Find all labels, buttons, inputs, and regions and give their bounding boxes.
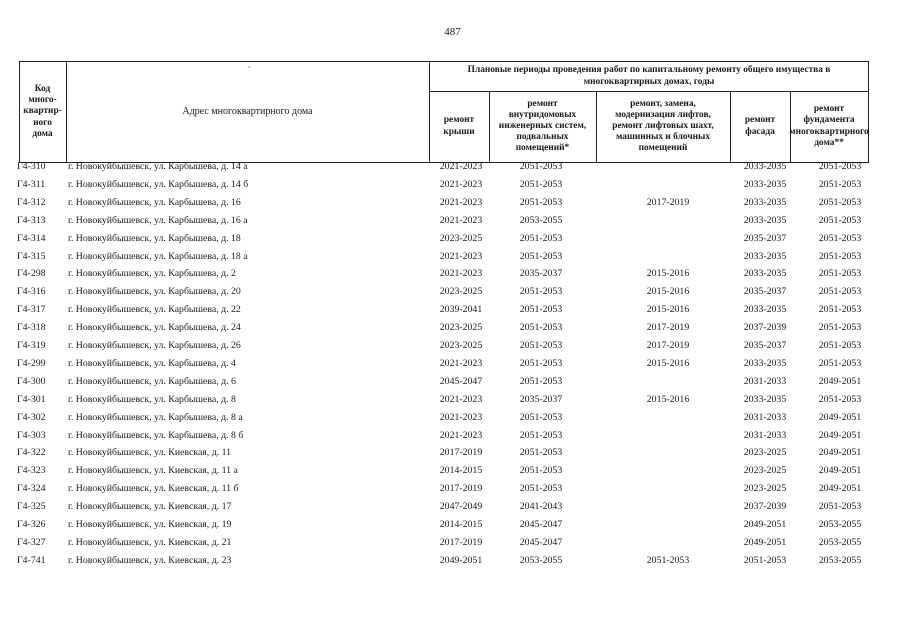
header-lifts: ремонт, замена, модернизация лифтов, ремонт лифтовых шахт, машинных и блочных помещений xyxy=(612,98,714,154)
cell-engineering: 2051-2053 xyxy=(519,340,563,351)
cell-code: Г4-315 xyxy=(17,250,46,262)
cell-address: г. Новокуйбышевск, ул. Карбышева, д. 14 а xyxy=(68,161,248,172)
cell-address: г. Новокуйбышевск, ул. Карбышева, д. 8 б xyxy=(68,429,244,441)
cell-facade: 2037-2039 xyxy=(743,322,787,334)
cell-facade: 2023-2025 xyxy=(743,465,787,477)
cell-roof: 2021-2023 xyxy=(439,393,483,405)
cell-facade: 2033-2035 xyxy=(743,268,787,280)
cell-lifts: 2015-2016 xyxy=(646,393,690,405)
cell-facade: 2033-2035 xyxy=(743,196,787,208)
header-foundation: ремонт фундамента многоквартирного дома** xyxy=(789,104,869,148)
cell-code: Г4-317 xyxy=(17,304,46,316)
cell-address: г. Новокуйбышевск, ул. Карбышева, д. 24 xyxy=(68,322,241,334)
cell-engineering: 2051-2053 xyxy=(519,161,563,172)
cell-address: г. Новокуйбышевск, ул. Карбышева, д. 4 xyxy=(68,357,236,369)
header-roof: ремонт крыши xyxy=(443,115,475,137)
cell-facade: 2051-2053 xyxy=(743,554,787,566)
cell-lifts: 2015-2016 xyxy=(646,286,690,298)
page-number: 487 xyxy=(444,26,461,38)
cell-code: Г4-316 xyxy=(17,286,46,298)
cell-code: Г4-327 xyxy=(17,536,46,548)
cell-code: Г4-300 xyxy=(17,375,46,387)
cell-engineering: 2051-2053 xyxy=(519,447,563,459)
cell-address: г. Новокуйбышевск, ул. Карбышева, д. 16 xyxy=(68,196,241,208)
cell-facade: 2033-2035 xyxy=(743,393,787,405)
cell-engineering: 2051-2053 xyxy=(519,286,563,298)
cell-address: г. Новокуйбышевск, ул. Киевская, д. 17 xyxy=(68,501,232,513)
cell-code: Г4-302 xyxy=(17,411,46,423)
cell-foundation: 2051-2053 xyxy=(818,501,862,513)
table-row xyxy=(0,161,905,179)
table-row xyxy=(0,179,905,197)
cell-roof: 2023-2025 xyxy=(439,232,483,244)
cell-facade: 2049-2051 xyxy=(743,536,787,548)
cell-foundation: 2051-2053 xyxy=(818,161,862,172)
cell-engineering: 2041-2043 xyxy=(519,501,563,513)
header-periods: Плановые периоды проведения работ по капитальному ремонту общего имущества в многоквартирных домах, годы xyxy=(467,65,831,87)
cell-roof: 2014-2015 xyxy=(439,519,483,530)
cell-code: Г4-314 xyxy=(17,232,46,244)
cell-engineering: 2051-2053 xyxy=(519,178,563,190)
cell-address: г. Новокуйбышевск, ул. Киевская, д. 21 xyxy=(68,536,232,548)
cell-foundation: 2051-2053 xyxy=(818,196,862,208)
header-engineering: ремонт внутридомовых инженерных систем, подвальных помещений* xyxy=(498,98,587,154)
cell-foundation: 2051-2053 xyxy=(818,178,862,190)
cell-address: г. Новокуйбышевск, ул. Карбышева, д. 22 xyxy=(68,304,241,316)
cell-facade: 2023-2025 xyxy=(743,447,787,459)
cell-lifts: 2015-2016 xyxy=(646,268,690,280)
cell-engineering: 2053-2055 xyxy=(519,554,563,566)
cell-engineering: 2051-2053 xyxy=(519,411,563,423)
cell-roof: 2021-2023 xyxy=(439,161,483,172)
cell-engineering: 2035-2037 xyxy=(519,268,563,280)
cell-address: г. Новокуйбышевск, ул. Карбышева, д. 6 xyxy=(68,375,236,387)
table-row xyxy=(0,215,905,233)
cell-facade: 2031-2033 xyxy=(743,375,787,387)
cell-roof: 2047-2049 xyxy=(439,501,483,513)
table-row xyxy=(0,430,905,448)
cell-facade: 2023-2025 xyxy=(743,483,787,495)
cell-facade: 2033-2035 xyxy=(743,304,787,316)
cell-address: г. Новокуйбышевск, ул. Карбышева, д. 8 а xyxy=(68,411,243,423)
header-dot: · xyxy=(247,63,251,74)
cell-roof: 2021-2023 xyxy=(439,411,483,423)
cell-facade: 2035-2037 xyxy=(743,286,787,298)
cell-address: г. Новокуйбышевск, ул. Карбышева, д. 18 а xyxy=(68,250,248,262)
cell-foundation: 2049-2051 xyxy=(818,429,862,441)
cell-foundation: 2049-2051 xyxy=(818,375,862,387)
table-row xyxy=(0,340,905,358)
table-row xyxy=(0,322,905,340)
cell-facade: 2031-2033 xyxy=(743,429,787,441)
cell-code: Г4-323 xyxy=(17,465,46,477)
cell-roof: 2021-2023 xyxy=(439,250,483,262)
table-row xyxy=(0,268,905,286)
cell-code: Г4-301 xyxy=(17,393,46,405)
cell-foundation: 2053-2055 xyxy=(818,554,862,566)
table-row xyxy=(0,465,905,483)
cell-roof: 2039-2041 xyxy=(439,304,483,316)
cell-roof: 2023-2025 xyxy=(439,340,483,351)
cell-engineering: 2035-2037 xyxy=(519,393,563,405)
cell-engineering: 2051-2053 xyxy=(519,465,563,477)
cell-code: Г4-299 xyxy=(17,357,46,369)
cell-code: Г4-741 xyxy=(17,554,46,566)
cell-engineering: 2051-2053 xyxy=(519,322,563,334)
table-row xyxy=(0,412,905,430)
header-facade: ремонт фасада xyxy=(744,115,776,137)
cell-roof: 2021-2023 xyxy=(439,429,483,441)
cell-engineering: 2051-2053 xyxy=(519,429,563,441)
cell-roof: 2014-2015 xyxy=(439,465,483,477)
table-row xyxy=(0,537,905,555)
cell-lifts: 2017-2019 xyxy=(646,196,690,208)
cell-roof: 2049-2051 xyxy=(439,554,483,566)
cell-code: Г4-318 xyxy=(17,322,46,334)
cell-roof: 2021-2023 xyxy=(439,268,483,280)
cell-roof: 2017-2019 xyxy=(439,536,483,548)
cell-address: г. Новокуйбышевск, ул. Карбышева, д. 14 б xyxy=(68,178,249,190)
cell-engineering: 2051-2053 xyxy=(519,250,563,262)
table-row xyxy=(0,358,905,376)
table-row xyxy=(0,447,905,465)
cell-foundation: 2051-2053 xyxy=(818,304,862,316)
cell-lifts: 2015-2016 xyxy=(646,304,690,316)
header-address: Адрес многоквартирного дома xyxy=(182,106,313,118)
cell-foundation: 2051-2053 xyxy=(818,232,862,244)
cell-engineering: 2051-2053 xyxy=(519,357,563,369)
table-row xyxy=(0,286,905,304)
table-row xyxy=(0,233,905,251)
cell-code: Г4-303 xyxy=(17,429,46,441)
cell-code: Г4-298 xyxy=(17,268,46,280)
cell-address: г. Новокуйбышевск, ул. Карбышева, д. 2 xyxy=(68,268,236,280)
cell-address: г. Новокуйбышевск, ул. Киевская, д. 11 xyxy=(68,447,232,459)
header-code: Код много- квартир- ного дома xyxy=(23,84,62,139)
cell-code: Г4-313 xyxy=(17,214,46,226)
table-row xyxy=(0,519,905,537)
cell-code: Г4-319 xyxy=(17,340,46,351)
cell-lifts: 2051-2053 xyxy=(646,554,690,566)
cell-code: Г4-326 xyxy=(17,519,46,530)
cell-address: г. Новокуйбышевск, ул. Киевская, д. 11 а xyxy=(68,465,238,477)
cell-lifts: 2017-2019 xyxy=(646,322,690,334)
cell-foundation: 2051-2053 xyxy=(818,357,862,369)
cell-code: Г4-322 xyxy=(17,447,46,459)
cell-address: г. Новокуйбышевск, ул. Карбышева, д. 26 xyxy=(68,340,241,351)
cell-roof: 2021-2023 xyxy=(439,357,483,369)
cell-code: Г4-311 xyxy=(17,178,46,190)
cell-foundation: 2051-2053 xyxy=(818,214,862,226)
table-row xyxy=(0,251,905,269)
cell-lifts: 2017-2019 xyxy=(646,340,690,351)
cell-foundation: 2051-2053 xyxy=(818,393,862,405)
cell-facade: 2033-2035 xyxy=(743,357,787,369)
cell-foundation: 2053-2055 xyxy=(818,519,862,530)
cell-facade: 2033-2035 xyxy=(743,161,787,172)
cell-code: Г4-310 xyxy=(17,161,46,172)
cell-engineering: 2053-2055 xyxy=(519,214,563,226)
cell-facade: 2035-2037 xyxy=(743,340,787,351)
cell-foundation: 2049-2051 xyxy=(818,411,862,423)
cell-address: г. Новокуйбышевск, ул. Киевская, д. 11 б xyxy=(68,483,239,495)
cell-code: Г4-324 xyxy=(17,483,46,495)
cell-roof: 2017-2019 xyxy=(439,483,483,495)
cell-code: Г4-312 xyxy=(17,196,46,208)
cell-roof: 2017-2019 xyxy=(439,447,483,459)
cell-foundation: 2051-2053 xyxy=(818,286,862,298)
cell-facade: 2031-2033 xyxy=(743,411,787,423)
cell-lifts: 2015-2016 xyxy=(646,357,690,369)
table-row xyxy=(0,483,905,501)
cell-foundation: 2051-2053 xyxy=(818,250,862,262)
cell-engineering: 2051-2053 xyxy=(519,196,563,208)
cell-engineering: 2045-2047 xyxy=(519,519,563,530)
cell-address: г. Новокуйбышевск, ул. Карбышева, д. 8 xyxy=(68,393,236,405)
table-row xyxy=(0,376,905,394)
cell-code: Г4-325 xyxy=(17,501,46,513)
cell-engineering: 2051-2053 xyxy=(519,232,563,244)
table-header xyxy=(19,61,869,163)
cell-facade: 2035-2037 xyxy=(743,232,787,244)
cell-foundation: 2049-2051 xyxy=(818,483,862,495)
table-row xyxy=(0,304,905,322)
cell-address: г. Новокуйбышевск, ул. Киевская, д. 23 xyxy=(68,554,232,566)
cell-roof: 2023-2025 xyxy=(439,322,483,334)
cell-facade: 2037-2039 xyxy=(743,501,787,513)
cell-address: г. Новокуйбышевск, ул. Киевская, д. 19 xyxy=(68,519,232,530)
cell-facade: 2033-2035 xyxy=(743,178,787,190)
table-row xyxy=(0,197,905,215)
cell-roof: 2021-2023 xyxy=(439,196,483,208)
cell-foundation: 2051-2053 xyxy=(818,322,862,334)
cell-address: г. Новокуйбышевск, ул. Карбышева, д. 18 xyxy=(68,232,241,244)
cell-foundation: 2049-2051 xyxy=(818,465,862,477)
table-row xyxy=(0,394,905,412)
cell-engineering: 2051-2053 xyxy=(519,483,563,495)
cell-engineering: 2051-2053 xyxy=(519,304,563,316)
table-row xyxy=(0,555,905,573)
cell-address: г. Новокуйбышевск, ул. Карбышева, д. 16 а xyxy=(68,214,248,226)
cell-roof: 2021-2023 xyxy=(439,178,483,190)
cell-engineering: 2051-2053 xyxy=(519,375,563,387)
cell-foundation: 2049-2051 xyxy=(818,447,862,459)
cell-foundation: 2051-2053 xyxy=(818,268,862,280)
cell-roof: 2045-2047 xyxy=(439,375,483,387)
cell-roof: 2021-2023 xyxy=(439,214,483,226)
cell-facade: 2049-2051 xyxy=(743,519,787,530)
table-row xyxy=(0,501,905,519)
cell-foundation: 2053-2055 xyxy=(818,536,862,548)
cell-engineering: 2045-2047 xyxy=(519,536,563,548)
cell-facade: 2033-2035 xyxy=(743,250,787,262)
cell-facade: 2033-2035 xyxy=(743,214,787,226)
cell-roof: 2023-2025 xyxy=(439,286,483,298)
cell-foundation: 2051-2053 xyxy=(818,340,862,351)
cell-address: г. Новокуйбышевск, ул. Карбышева, д. 20 xyxy=(68,286,241,298)
